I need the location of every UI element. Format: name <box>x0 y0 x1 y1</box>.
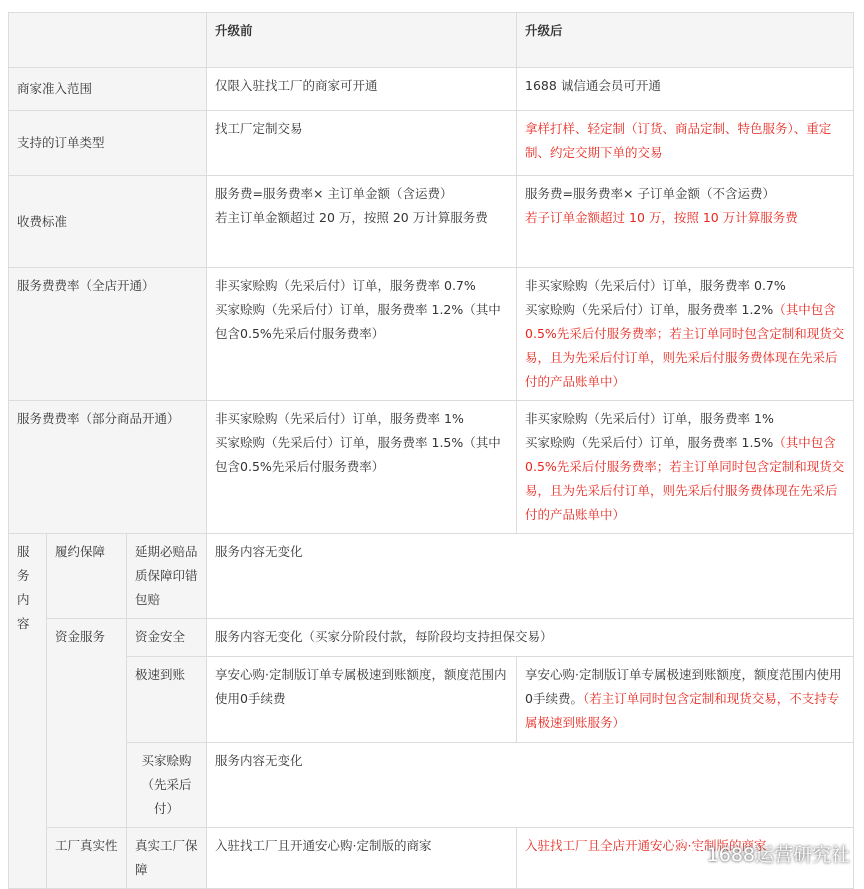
cell-content: 服务内容无变化（买家分阶段付款，每阶段均支持担保交易） <box>207 619 854 657</box>
row-label: 服务费费率（全店开通） <box>9 268 207 401</box>
wechat-icon <box>673 840 703 867</box>
cell-after <box>517 176 854 268</box>
watermark <box>673 840 850 867</box>
payout-note: （若主订单同时包含定制和现货交易，不支持专属极速到账服务） <box>525 691 840 730</box>
comparison-table <box>8 12 854 889</box>
cell-content: 服务内容无变化 <box>207 743 854 828</box>
cell-before <box>207 268 517 401</box>
table-row <box>9 111 854 176</box>
header-before: 升级前 <box>207 13 517 68</box>
rate-text: 买家赊购（先采后付）订单，服务费率 1.5% <box>525 435 774 450</box>
service-label <box>9 534 47 889</box>
rate-note: （其中包含0.5%先采后付服务费率；若主订单同时包含定制和现货交易，且为先采后付订单，则先采后付服务费体现在先采后付的产品账单中） <box>525 435 845 522</box>
cell-before: 享安心购·定制版订单专属极速到账额度，额度范围内使用0手续费 <box>207 657 517 743</box>
row-label: 支持的订单类型 <box>9 111 207 176</box>
fee-before-line: 服务费=服务费率× 主订单金额（含运费） <box>215 186 453 201</box>
header-row <box>9 13 854 68</box>
cell-before: 找工厂定制交易 <box>207 111 517 176</box>
table-row <box>9 176 854 268</box>
cell-after: 拿样打样、轻定制（订货、商品定制、特色服务）、重定制、约定交期下单的交易 <box>517 111 854 176</box>
cell-after: 1688 诚信通会员可开通 <box>517 68 854 111</box>
table-row <box>9 743 854 828</box>
sub-label: 真实工厂保障 <box>127 828 207 889</box>
cell-after: 入驻找工厂且全店开通安心购·定制版的商家 <box>517 828 854 889</box>
sub-label: 延期必赔品质保障印错包赔 <box>127 534 207 619</box>
rate-line: 非买家赊购（先采后付）订单，服务费率 1% <box>525 411 774 426</box>
rate-line <box>525 431 845 527</box>
group-label: 资金服务 <box>47 619 127 828</box>
table-row <box>9 619 854 657</box>
cell-after <box>517 268 854 401</box>
cell-before <box>207 176 517 268</box>
rate-line: 买家赊购（先采后付）订单，服务费率 1.5%（其中包含0.5%先采后付服务费率） <box>215 435 501 474</box>
row-label: 商家准入范围 <box>9 68 207 111</box>
rate-line: 非买家赊购（先采后付）订单，服务费率 0.7% <box>215 278 476 293</box>
group-label: 履约保障 <box>47 534 127 619</box>
rate-text: 买家赊购（先采后付）订单，服务费率 1.2% <box>525 302 774 317</box>
cell-after <box>517 401 854 534</box>
rate-line: 非买家赊购（先采后付）订单，服务费率 1% <box>215 411 464 426</box>
sub-label: 买家赊购（先采后付） <box>127 743 207 828</box>
group-label: 工厂真实性 <box>47 828 127 889</box>
table-row <box>9 401 854 534</box>
sub-label: 资金安全 <box>127 619 207 657</box>
row-label: 服务费费率（部分商品开通） <box>9 401 207 534</box>
rate-line: 非买家赊购（先采后付）订单，服务费率 0.7% <box>525 278 786 293</box>
cell-content: 服务内容无变化 <box>207 534 854 619</box>
cell-before: 仅限入驻找工厂的商家可开通 <box>207 68 517 111</box>
rate-line: 买家赊购（先采后付）订单，服务费率 1.2%（其中包含0.5%先采后付服务费率） <box>215 302 501 341</box>
rate-note: （其中包含0.5%先采后付服务费率；若主订单同时包含定制和现货交易，且为先采后付订单，则先采后付服务费体现在先采后付的产品账单中） <box>525 302 845 389</box>
service-label-text: 服务内容 <box>17 544 30 631</box>
table-row <box>9 534 854 619</box>
fee-before-line: 若主订单金额超过 20 万，按照 20 万计算服务费 <box>215 210 488 225</box>
watermark-text: 1688运营研究社 <box>706 844 850 866</box>
cell-before: 入驻找工厂且开通安心购·定制版的商家 <box>207 828 517 889</box>
cell-after <box>517 657 854 743</box>
table-row <box>9 657 854 743</box>
sub-label: 极速到账 <box>127 657 207 743</box>
fee-after-line: 服务费=服务费率× 子订单金额（不含运费） <box>525 186 775 201</box>
fee-after-line: 若子订单金额超过 10 万，按照 10 万计算服务费 <box>525 210 798 225</box>
header-corner <box>9 13 207 68</box>
table-row <box>9 268 854 401</box>
payout-text: 享安心购·定制版订单专属极速到账额度，额度范围内使用0手续费。 <box>525 667 842 706</box>
header-after: 升级后 <box>517 13 854 68</box>
table-row <box>9 68 854 111</box>
row-label: 收费标准 <box>9 176 207 268</box>
cell-before <box>207 401 517 534</box>
rate-line <box>525 298 845 394</box>
